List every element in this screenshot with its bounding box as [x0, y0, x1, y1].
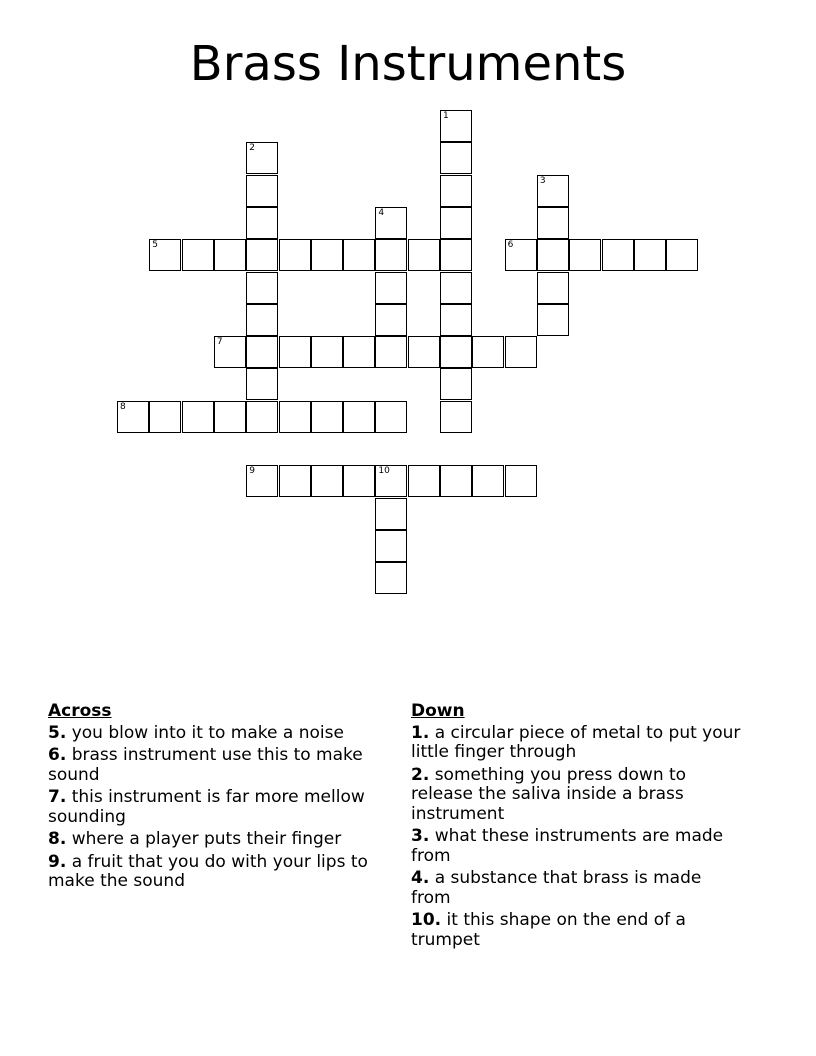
grid-cell[interactable] — [149, 401, 181, 433]
grid-cell[interactable] — [343, 401, 375, 433]
grid-cell[interactable] — [408, 465, 440, 497]
clue-text: a circular piece of metal to put your little finger through — [411, 722, 741, 762]
grid-cell[interactable] — [375, 336, 407, 368]
clue-number: 8. — [48, 829, 67, 849]
grid-cell[interactable] — [214, 401, 246, 433]
clue-item — [411, 869, 741, 908]
clue-number: 6. — [48, 745, 67, 765]
across-clues — [48, 702, 388, 895]
grid-cell[interactable] — [440, 304, 472, 336]
clue-text: it this shape on the end of a trumpet — [411, 910, 686, 950]
clue-item — [411, 724, 741, 763]
grid-cell[interactable] — [246, 368, 278, 400]
grid-cell[interactable] — [634, 239, 666, 271]
grid-cell[interactable] — [440, 401, 472, 433]
grid-cell[interactable] — [408, 336, 440, 368]
clue-number: 10. — [411, 910, 442, 930]
grid-cell[interactable] — [279, 239, 311, 271]
clue-text: where a player puts their finger — [71, 829, 342, 849]
grid-cell[interactable] — [440, 465, 472, 497]
grid-cell[interactable] — [246, 142, 278, 174]
grid-cell[interactable] — [472, 465, 504, 497]
clue-item — [48, 746, 388, 785]
grid-cell[interactable] — [666, 239, 698, 271]
clue-text: what these instruments are made from — [411, 826, 724, 866]
clue-number: 4. — [411, 868, 430, 888]
clue-number: 2. — [411, 764, 430, 785]
grid-cell[interactable] — [537, 304, 569, 336]
grid-cell[interactable] — [537, 207, 569, 239]
grid-cell[interactable] — [440, 272, 472, 304]
grid-cell[interactable] — [505, 336, 537, 368]
clue-text: something you press down to release the saliva inside a brass instrument — [411, 764, 687, 824]
clue-item — [48, 724, 388, 744]
across-heading: Across — [48, 701, 112, 721]
clue-text: you blow into it to make a noise — [71, 722, 344, 743]
grid-cell[interactable] — [246, 465, 278, 497]
grid-cell[interactable] — [246, 272, 278, 304]
grid-cell[interactable] — [537, 272, 569, 304]
grid-cell[interactable] — [279, 401, 311, 433]
grid-cell[interactable] — [311, 465, 343, 497]
clue-item — [411, 911, 741, 950]
grid-cell[interactable] — [117, 401, 149, 433]
grid-cell[interactable] — [343, 336, 375, 368]
cell-number: 3 — [539, 175, 546, 186]
grid-cell[interactable] — [246, 336, 278, 368]
grid-cell[interactable] — [343, 465, 375, 497]
page-title: Brass Instruments — [189, 36, 627, 92]
grid-cell[interactable] — [440, 142, 472, 174]
grid-cell[interactable] — [343, 239, 375, 271]
grid-cell[interactable] — [182, 401, 214, 433]
grid-cell[interactable] — [375, 304, 407, 336]
grid-cell[interactable] — [246, 239, 278, 271]
grid-cell[interactable] — [246, 304, 278, 336]
grid-cell[interactable] — [246, 175, 278, 207]
grid-cell[interactable] — [246, 401, 278, 433]
grid-cell[interactable] — [602, 239, 634, 271]
cell-number: 9 — [249, 466, 255, 477]
grid-cell[interactable] — [375, 498, 407, 530]
clue-item — [411, 766, 741, 825]
down-clues — [411, 702, 741, 953]
grid-cell[interactable] — [440, 175, 472, 207]
grid-cell[interactable] — [149, 239, 181, 271]
cell-number: 2 — [249, 143, 255, 154]
grid-cell[interactable] — [440, 110, 472, 142]
grid-cell[interactable] — [375, 207, 407, 239]
grid-cell[interactable] — [214, 239, 246, 271]
grid-cell[interactable] — [537, 175, 569, 207]
grid-cell[interactable] — [375, 465, 407, 497]
grid-cell[interactable] — [408, 239, 440, 271]
grid-cell[interactable] — [375, 401, 407, 433]
clue-item — [48, 853, 388, 892]
cell-number: 1 — [443, 111, 449, 121]
cell-number: 6 — [507, 240, 514, 251]
grid-cell[interactable] — [182, 239, 214, 271]
clue-item — [48, 830, 388, 850]
grid-cell[interactable] — [311, 336, 343, 368]
grid-cell[interactable] — [472, 336, 504, 368]
clue-number: 3. — [411, 826, 430, 846]
clue-number: 9. — [48, 851, 67, 872]
grid-cell[interactable] — [375, 239, 407, 271]
grid-cell[interactable] — [375, 562, 407, 594]
grid-cell[interactable] — [440, 239, 472, 271]
grid-cell[interactable] — [214, 336, 246, 368]
cell-number: 8 — [120, 401, 126, 412]
clue-number: 5. — [48, 722, 67, 743]
grid-cell[interactable] — [375, 530, 407, 562]
grid-cell[interactable] — [311, 239, 343, 271]
grid-cell[interactable] — [311, 401, 343, 433]
grid-cell[interactable] — [246, 207, 278, 239]
grid-cell[interactable] — [440, 336, 472, 368]
cell-number: 4 — [378, 207, 385, 218]
clue-text: a substance that brass is made from — [411, 868, 702, 908]
clue-text: this instrument is far more mellow sounding — [48, 787, 365, 827]
grid-cell[interactable] — [440, 368, 472, 400]
clue-number: 7. — [48, 787, 67, 807]
grid-cell[interactable] — [537, 239, 569, 271]
cell-number: 5 — [152, 240, 159, 251]
clue-text: a fruit that you do with your lips to make the sound — [48, 851, 368, 891]
grid-cell[interactable] — [440, 207, 472, 239]
clue-text: brass instrument use this to make sound — [48, 745, 363, 785]
grid-cell[interactable] — [279, 465, 311, 497]
clue-item — [48, 788, 388, 827]
clue-number: 1. — [411, 722, 430, 743]
cell-number: 10 — [378, 466, 390, 477]
cell-number: 7 — [216, 337, 223, 348]
grid-cell[interactable] — [279, 336, 311, 368]
down-heading: Down — [411, 701, 465, 721]
grid-cell[interactable] — [505, 465, 537, 497]
grid-cell[interactable] — [569, 239, 601, 271]
clue-item — [411, 827, 741, 866]
grid-cell[interactable] — [375, 272, 407, 304]
grid-cell[interactable] — [505, 239, 537, 271]
